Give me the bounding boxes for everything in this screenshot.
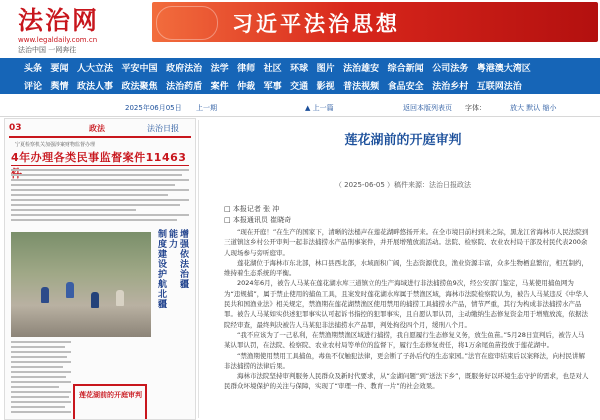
nav-item[interactable]: 环球 — [290, 63, 309, 74]
nav-item[interactable]: 社区 — [263, 63, 282, 74]
paper-lower-text[interactable] — [11, 341, 71, 417]
nav-item[interactable]: 图片 — [316, 63, 335, 74]
nav-item[interactable]: 法治药盾 — [166, 81, 203, 92]
logo-url: www.legaldaily.com.cn — [18, 36, 98, 44]
nav-item[interactable]: 律师 — [237, 63, 256, 74]
nav-item[interactable]: 普法视频 — [343, 81, 380, 92]
paper-vertical-headline[interactable] — [155, 229, 189, 419]
article-body — [224, 227, 590, 392]
nav-row-2 — [0, 76, 600, 94]
article-paragraph: 海林市法院坚持审判服务人民群众及新时代要求，从“金湖问题”到“送法下乡”，既服务好以环境生态守护的需求，也是对人民群众坏境保护的关注与保障，实现了“审理一件、教育一片”的社会效果。 — [224, 372, 589, 391]
issue-date[interactable]: 2025年06月05日 — [125, 104, 182, 112]
paper-headline[interactable]: 4年办理各类民事监督案件11463 — [11, 151, 187, 164]
nav-item[interactable]: 舆情 — [50, 81, 69, 92]
paper-header — [9, 122, 191, 138]
nav-item[interactable]: 法治乡村 — [432, 81, 469, 92]
site-logo[interactable] — [18, 8, 99, 55]
paper-rule — [11, 165, 189, 166]
vertical-line-3: 制度建设护航北疆 — [156, 229, 166, 309]
article-title: 莲花湖前的开庭审判 — [344, 133, 462, 148]
nav-item[interactable]: 政法人事 — [77, 81, 114, 92]
nav-item[interactable]: 头条 — [24, 63, 43, 74]
nav-item[interactable]: 军事 — [263, 81, 282, 92]
paper-box-title: 莲花湖前的开庭审判 — [79, 391, 142, 399]
nav-item[interactable]: 法治雄安 — [343, 63, 380, 74]
paper-highlighted-article[interactable] — [73, 384, 147, 420]
nav-item[interactable]: 综合新闻 — [387, 63, 424, 74]
nav-item[interactable]: 人大立法 — [77, 63, 114, 74]
site-header — [0, 0, 600, 58]
nav-item[interactable]: 交通 — [290, 81, 309, 92]
byline-reporter: □ 本报记者 张 冲 — [224, 205, 280, 213]
nav-item[interactable]: 政法聚焦 — [121, 81, 158, 92]
article-paragraph: “禁渔期使用禁用工具捕鱼，毒鱼不仅触犯法律，更会断了子孙后代的生态家园。”法官在庭审结束后以案释法，向村民讲解非法捕捞的法律后果。 — [224, 351, 585, 370]
banner[interactable] — [152, 2, 598, 42]
article-paragraph: 莲花湖位于海林市东北部，林口县西北部，水域面积广阔，生态资源优良，渔业资源丰富，众多生物栖息繁衍，相互制约，维持着生态系统的平衡。 — [224, 258, 588, 278]
nav-item[interactable]: 粤港澳大湾区 — [476, 63, 531, 74]
nav-row-1 — [0, 58, 600, 76]
nav-item[interactable]: 法学 — [210, 63, 229, 74]
paper-text-block[interactable] — [11, 169, 189, 229]
nav-item[interactable]: 案件 — [210, 81, 229, 92]
paper-subhead[interactable]: 宁夏检察机关加强涉案财物监督办理 — [15, 142, 96, 148]
article — [210, 120, 596, 420]
banner-title: 习近平法治思想 — [232, 11, 400, 36]
article-meta: （ 2025-06-05 ）稿件来源：法治日报政法 — [334, 181, 472, 189]
vertical-line-2: 能力 — [167, 229, 177, 249]
logo-text: 法治网 — [18, 6, 100, 35]
article-paragraph: “我不应该为了一己私利，在禁渔期禁渔区域进行捕捞，我自愿履行生态修复义务，放生鱼苗。”5月28日宣判后，被告人马某认罪认罚，在法院、检察院、农业农村局等单位的监督下，履行生态修复责任，将1万余尾鱼苗投放于莲花湖中。 — [224, 330, 585, 350]
logo-slogan: 法治中国 一网奔往 — [18, 46, 77, 54]
vertical-line-1: 增强依法治疆 — [178, 229, 188, 289]
font-size-buttons[interactable]: 放大 默认 缩小 — [510, 104, 557, 112]
nav-item[interactable]: 仲裁 — [237, 81, 256, 92]
article-paragraph: “现在开庭！”在生产的国家下，清晰的法槌声在莲花湖畔悠扬开来。在全市境目前村到来之际，黑龙江省海林市人民法院到三道镇这乡村公开审判一起非法捕捞水产品刑事案件，并开展增殖放流活动。法院、检察院、农业农村局干部及村民代表200余人现场参与旁听庭审。 — [224, 228, 589, 257]
issue-toolbar — [0, 100, 600, 117]
main-nav — [0, 58, 600, 94]
column-divider — [198, 120, 199, 418]
nav-item[interactable]: 评论 — [24, 81, 43, 92]
prev-article-link[interactable]: ▲ 上一篇 — [305, 104, 334, 112]
nav-item[interactable]: 平安中国 — [121, 63, 158, 74]
nav-item[interactable]: 政府法治 — [166, 63, 203, 74]
newspaper-page-thumbnail[interactable] — [4, 118, 196, 420]
back-to-list-link[interactable]: 返回本版列表页 — [403, 104, 452, 112]
article-byline — [224, 204, 291, 226]
paper-section: 政法 — [89, 124, 105, 133]
article-paragraph: 2024年6月，被告人马某在莲花湖水库三道镇立的生产海域进行非法捕捞鱼9次，经公安部门鉴定，马某使用捕鱼网为为“违规捕”，属于禁止使用的捕鱼工具，且案发时莲花湖水库属于禁渔区域，海林市法院检察院认为，被告人马某违反《中华人民共和国渔业法》相关规定，禁渔期在莲花湖禁渔区使用禁用的捕捞工具捕捞水产品，情节严重，其行为构成非法捕捞水产品罪。被告人马某如实供述犯罪事实认可起诉书指控的犯罪事实，且自愿认罪认罚，主动缴纳生态修复资金用于增殖放流，依据法院经审查，最终判决被告人马某犯非法捕捞水产品罪，判处拘役四个月，缓刑八个月。 — [224, 279, 589, 329]
banner-emblem-icon — [156, 6, 218, 40]
nav-item[interactable]: 公司法务 — [432, 63, 469, 74]
nav-item[interactable]: 互联网法治 — [476, 81, 522, 92]
prev-issue-link[interactable]: 上一期 — [196, 104, 217, 112]
paper-masthead: 法治日报 — [147, 124, 179, 133]
nav-item[interactable]: 影视 — [316, 81, 335, 92]
byline-correspondent: □ 本报通讯员 崔晓奇 — [224, 216, 292, 224]
nav-item[interactable]: 要闻 — [50, 63, 69, 74]
paper-page-number: 03 — [9, 123, 22, 133]
paper-photo[interactable] — [11, 232, 151, 337]
nav-item[interactable]: 食品安全 — [387, 81, 424, 92]
font-size-label: 字体： — [465, 104, 486, 112]
